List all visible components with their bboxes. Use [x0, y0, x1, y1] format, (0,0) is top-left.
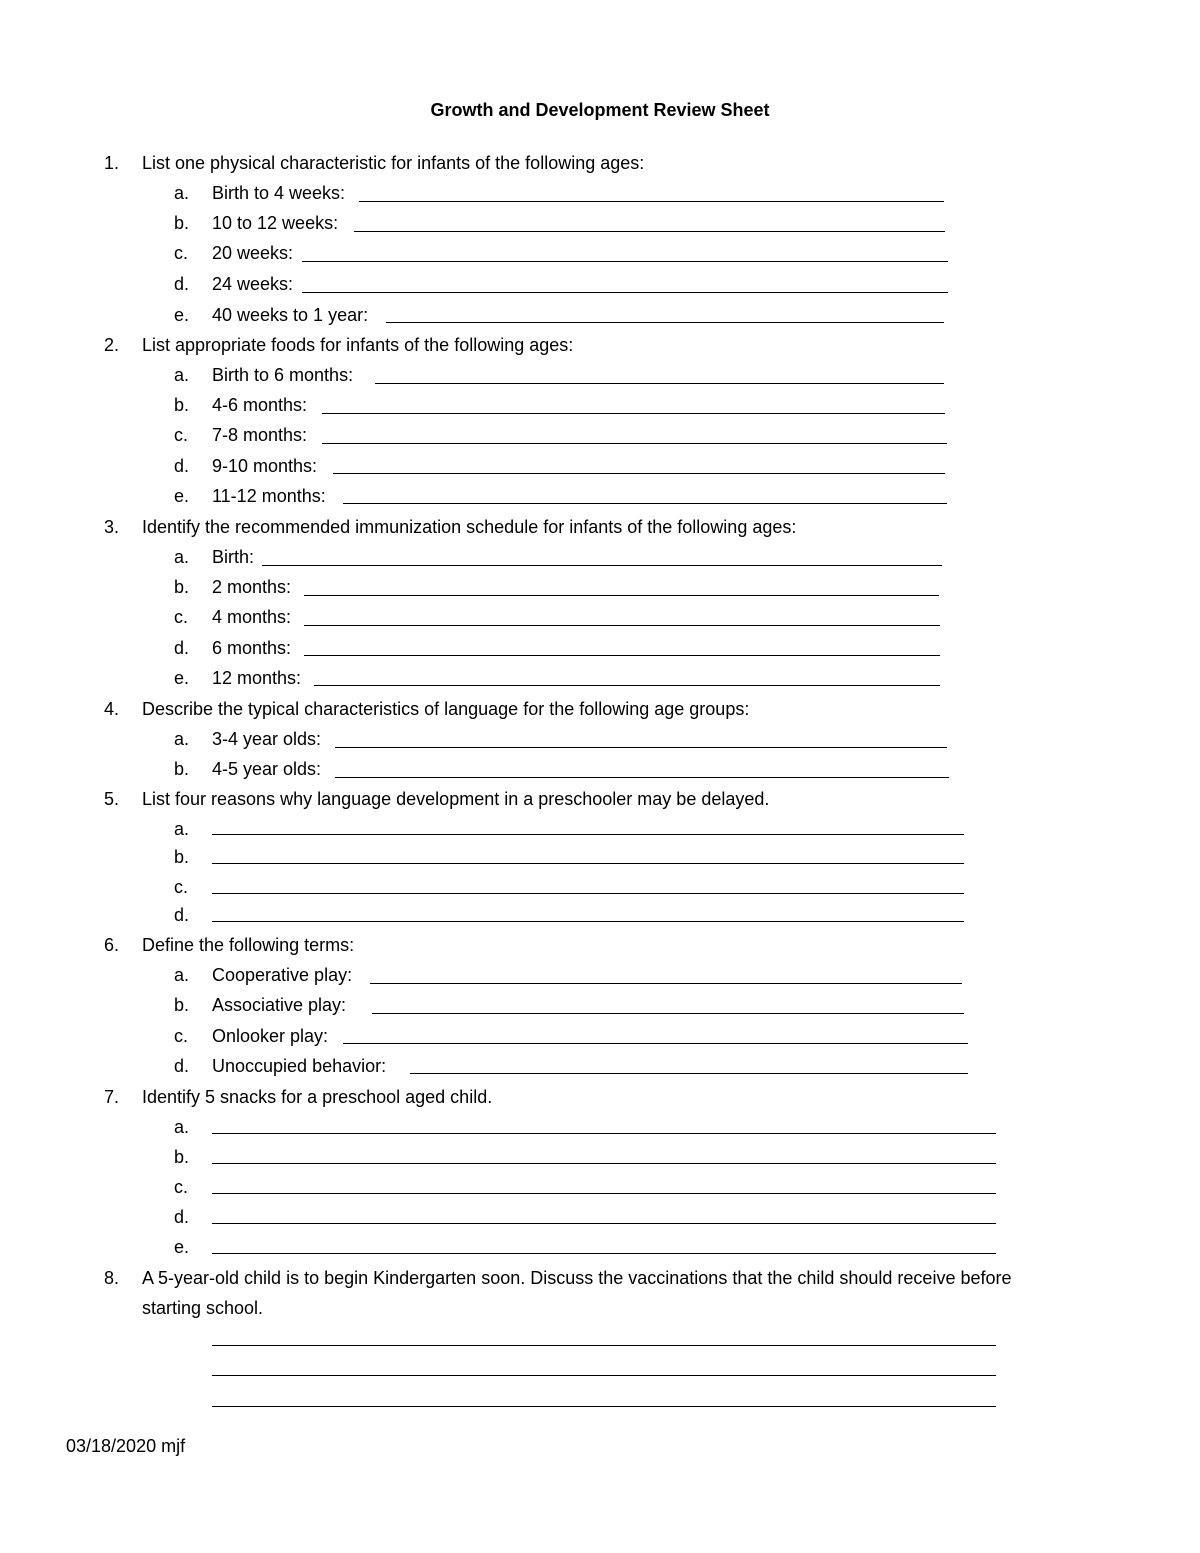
answer-line[interactable] [314, 685, 940, 686]
answer-line[interactable] [343, 503, 947, 504]
item-label: 4-6 months: [212, 395, 308, 415]
item-letter: c. [174, 877, 189, 897]
footer-date: 03/18/2020 mjf [66, 1436, 186, 1456]
answer-line[interactable] [212, 1253, 996, 1254]
answer-line[interactable] [304, 595, 939, 596]
answer-line[interactable] [212, 1345, 996, 1346]
item-label: 20 weeks: [212, 243, 294, 263]
item-label: 7-8 months: [212, 425, 308, 445]
question-number: 4. [104, 699, 120, 719]
item-letter: a. [174, 365, 190, 385]
item-letter: b. [174, 1147, 190, 1167]
item-label: Birth to 4 weeks: [212, 183, 346, 203]
item-label: 2 months: [212, 577, 292, 597]
question-number: 6. [104, 935, 120, 955]
question-number: 2. [104, 335, 120, 355]
item-letter: d. [174, 905, 190, 925]
item-label: Birth to 6 months: [212, 365, 354, 385]
item-letter: e. [174, 305, 190, 325]
answer-line[interactable] [304, 655, 940, 656]
item-label: Onlooker play: [212, 1026, 329, 1046]
answer-line[interactable] [302, 292, 948, 293]
answer-line[interactable] [212, 1223, 996, 1224]
answer-line[interactable] [354, 231, 945, 232]
question-text: List appropriate foods for infants of the following ages: [142, 335, 574, 355]
item-letter: c. [174, 1026, 189, 1046]
item-letter: d. [174, 1207, 190, 1227]
item-label: 3-4 year olds: [212, 729, 322, 749]
answer-line[interactable] [370, 983, 962, 984]
item-letter: e. [174, 486, 190, 506]
item-letter: d. [174, 638, 190, 658]
answer-line[interactable] [212, 1193, 996, 1194]
item-label: 4-5 year olds: [212, 759, 322, 779]
item-letter: e. [174, 1237, 190, 1257]
item-letter: a. [174, 1117, 190, 1137]
answer-line[interactable] [322, 443, 947, 444]
item-letter: b. [174, 395, 190, 415]
item-label: 9-10 months: [212, 456, 318, 476]
item-letter: a. [174, 547, 190, 567]
question-number: 3. [104, 517, 120, 537]
item-letter: a. [174, 819, 190, 839]
question-text: Define the following terms: [142, 935, 355, 955]
item-letter: b. [174, 577, 190, 597]
answer-line[interactable] [212, 893, 964, 894]
item-label: 10 to 12 weeks: [212, 213, 339, 233]
item-label: Unoccupied behavior: [212, 1056, 387, 1076]
item-label: 6 months: [212, 638, 292, 658]
question-text: Identify the recommended immunization schedule for infants of the following ages: [142, 517, 797, 537]
item-letter: a. [174, 183, 190, 203]
answer-line[interactable] [304, 625, 940, 626]
item-label: 40 weeks to 1 year: [212, 305, 369, 325]
item-letter: b. [174, 759, 190, 779]
item-label: 4 months: [212, 607, 292, 627]
item-letter: c. [174, 607, 189, 627]
item-letter: b. [174, 847, 190, 867]
answer-line[interactable] [212, 1163, 996, 1164]
answer-line[interactable] [262, 565, 942, 566]
answer-line[interactable] [212, 1375, 996, 1376]
answer-line[interactable] [343, 1043, 968, 1044]
item-letter: d. [174, 456, 190, 476]
item-label: Birth: [212, 547, 255, 567]
answer-line[interactable] [322, 413, 945, 414]
item-letter: a. [174, 729, 190, 749]
answer-line[interactable] [333, 473, 945, 474]
answer-line[interactable] [302, 261, 948, 262]
question-number: 5. [104, 789, 120, 809]
answer-line[interactable] [212, 1133, 996, 1134]
answer-line[interactable] [386, 322, 944, 323]
answer-line[interactable] [335, 747, 947, 748]
question-number: 7. [104, 1087, 120, 1107]
answer-line[interactable] [212, 1406, 996, 1407]
item-label: 11-12 months: [212, 486, 326, 506]
item-label: Cooperative play: [212, 965, 353, 985]
item-letter: b. [174, 995, 190, 1015]
answer-line[interactable] [212, 921, 964, 922]
answer-line[interactable] [410, 1073, 968, 1074]
question-text: Describe the typical characteristics of language for the following age groups: [142, 699, 750, 719]
question-text: Identify 5 snacks for a preschool aged child. [142, 1087, 493, 1107]
answer-line[interactable] [335, 777, 949, 778]
item-letter: b. [174, 213, 190, 233]
question-text: A 5-year-old child is to begin Kindergarten soon. Discuss the vaccinations that the child should receive before [142, 1268, 1012, 1288]
item-label: Associative play: [212, 995, 347, 1015]
item-letter: e. [174, 668, 190, 688]
item-letter: d. [174, 274, 190, 294]
item-letter: c. [174, 1177, 189, 1197]
item-label: 12 months: [212, 668, 302, 688]
answer-line[interactable] [212, 834, 964, 835]
question-number: 8. [104, 1268, 120, 1288]
item-letter: c. [174, 425, 189, 445]
page-title: Growth and Development Review Sheet [430, 100, 770, 120]
item-letter: c. [174, 243, 189, 263]
item-label: 24 weeks: [212, 274, 294, 294]
item-letter: d. [174, 1056, 190, 1076]
question-text: starting school. [142, 1298, 264, 1318]
question-text: List one physical characteristic for infants of the following ages: [142, 153, 645, 173]
question-number: 1. [104, 153, 120, 173]
answer-line[interactable] [372, 1013, 964, 1014]
question-text: List four reasons why language development in a preschooler may be delayed. [142, 789, 770, 809]
answer-line[interactable] [212, 863, 964, 864]
answer-line[interactable] [359, 201, 944, 202]
answer-line[interactable] [375, 383, 944, 384]
item-letter: a. [174, 965, 190, 985]
